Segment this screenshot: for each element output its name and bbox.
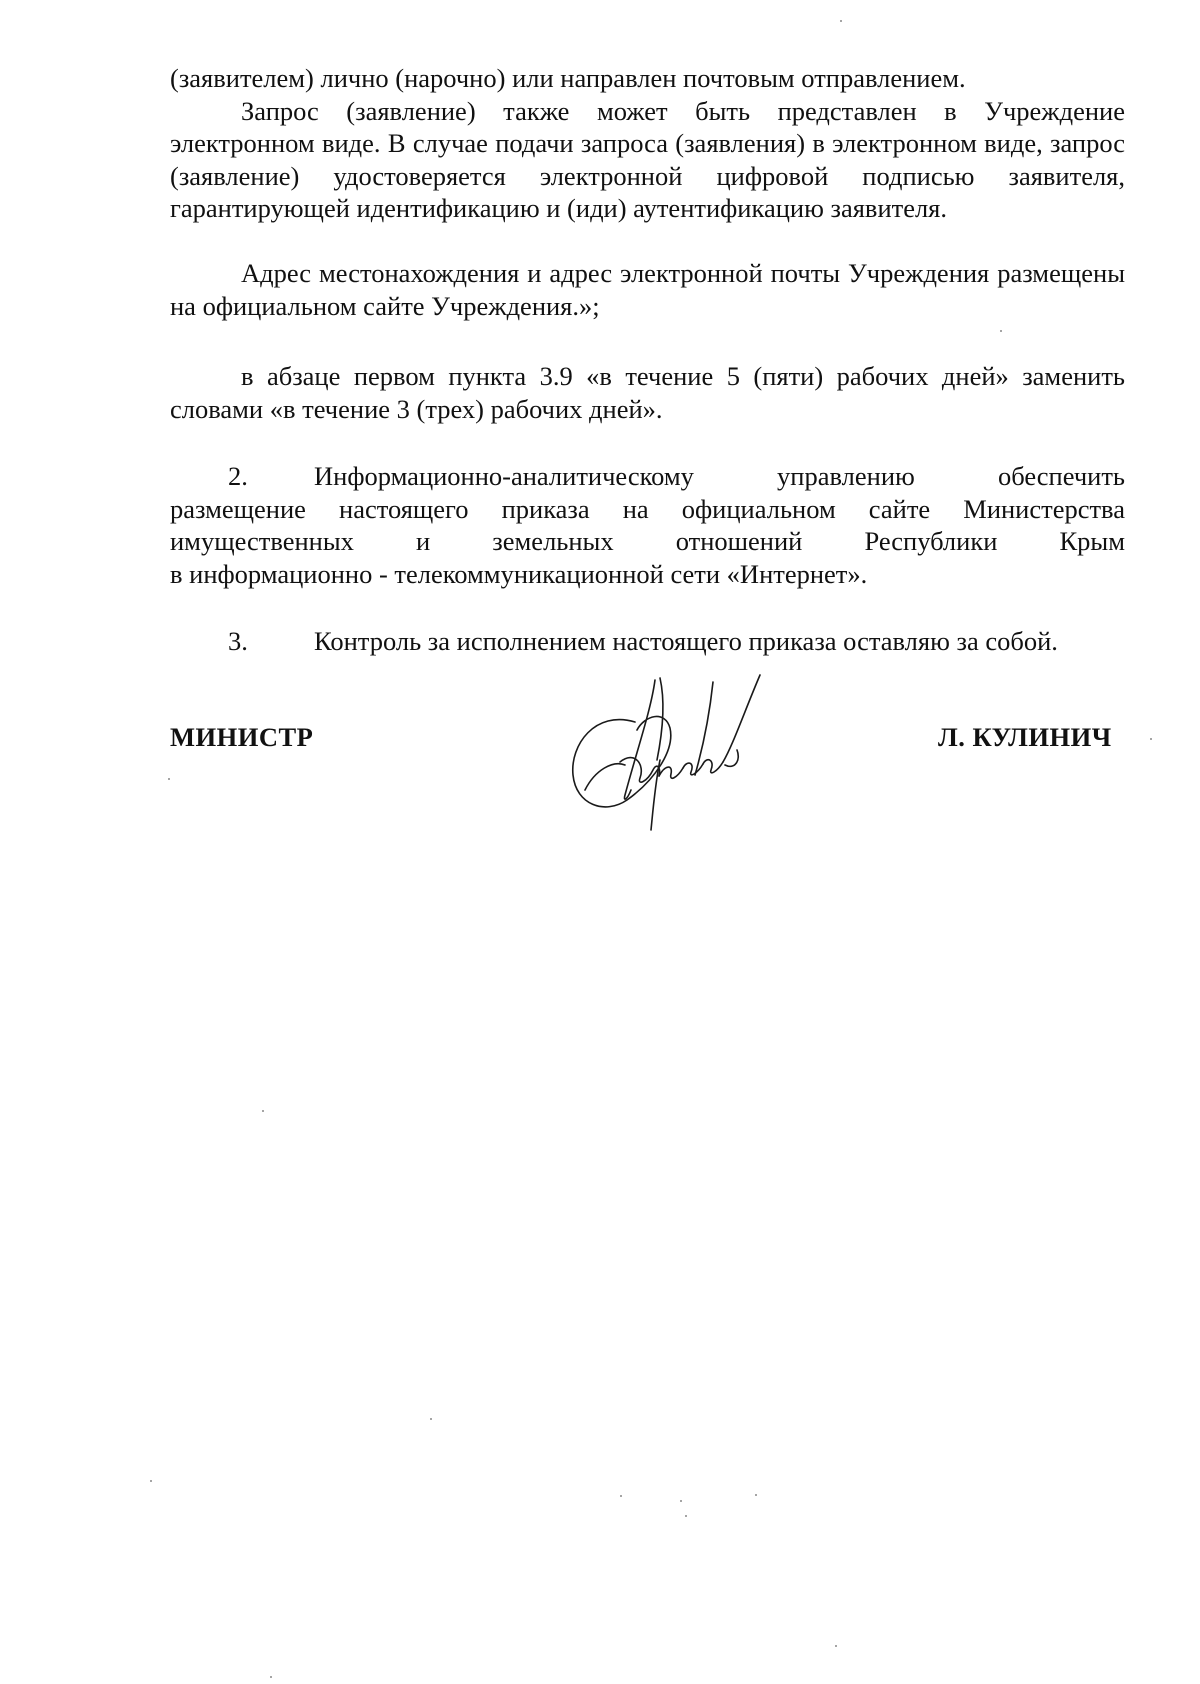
paragraph-text: в абзаце первом пункта 3.9 «в течение 5 (пяти) рабочих дней» заменить словами «в течение 3 (трех) рабочих дней».: [170, 361, 1125, 424]
paragraph-continuation: [170, 62, 1125, 95]
scan-speck: [620, 1495, 622, 1497]
paragraph-address: [170, 257, 1125, 322]
paragraph-text: Адрес местонахождения и адрес электронной почты Учреждения размещены на официальном сайте Учреждения.»;: [170, 258, 1125, 321]
scan-speck: [1000, 330, 1002, 332]
item-text-line: имущественных и земельных отношений Республики Крым: [170, 526, 1125, 556]
paragraph-electronic-request: [170, 95, 1125, 225]
signatory-name: Л. КУЛИНИЧ: [938, 722, 1112, 752]
paragraph-amendment: [170, 360, 1125, 425]
item-text-line: в информационно - телекоммуникационной сети «Интернет».: [170, 558, 868, 589]
item-text: Контроль за исполнением настоящего приказа оставляю за собой.: [314, 626, 1058, 656]
handwritten-signature: [565, 670, 845, 840]
scan-speck: [685, 1515, 687, 1517]
item-number: 3.: [228, 626, 248, 656]
numbered-item-2: [170, 460, 1125, 595]
item-text-first-line: Информационно-аналитическому управлению обеспечить: [314, 461, 1125, 491]
paragraph-text: Запрос (заявление) также может быть представлен в Учреждение электронном виде. В случае подачи запроса (заявления) в электронном виде, запрос (заявление) удостоверяется электронной цифровой подписью заявителя, гарантирующей идентификацию и (иди) аутентификацию заявителя.: [170, 95, 1125, 223]
scan-speck: [680, 1500, 682, 1502]
scan-speck: [835, 1645, 837, 1647]
scan-speck: [840, 20, 842, 22]
scan-speck: [1150, 738, 1152, 740]
scan-speck: [755, 1494, 757, 1496]
scan-speck: [262, 1110, 264, 1112]
scan-speck: [150, 1480, 152, 1482]
item-text-line: размещение настоящего приказа на официальном сайте Министерства: [170, 493, 1125, 524]
scan-speck: [168, 778, 170, 780]
item-number: 2.: [228, 461, 248, 491]
numbered-item-3: [170, 625, 1125, 659]
paragraph-text: (заявителем) лично (нарочно) или направлен почтовым отправлением.: [170, 63, 966, 93]
signatory-title: МИНИСТР: [170, 722, 314, 752]
scan-speck: [270, 1676, 272, 1678]
scan-speck: [430, 1418, 432, 1420]
item-text-rest: [170, 493, 1125, 591]
